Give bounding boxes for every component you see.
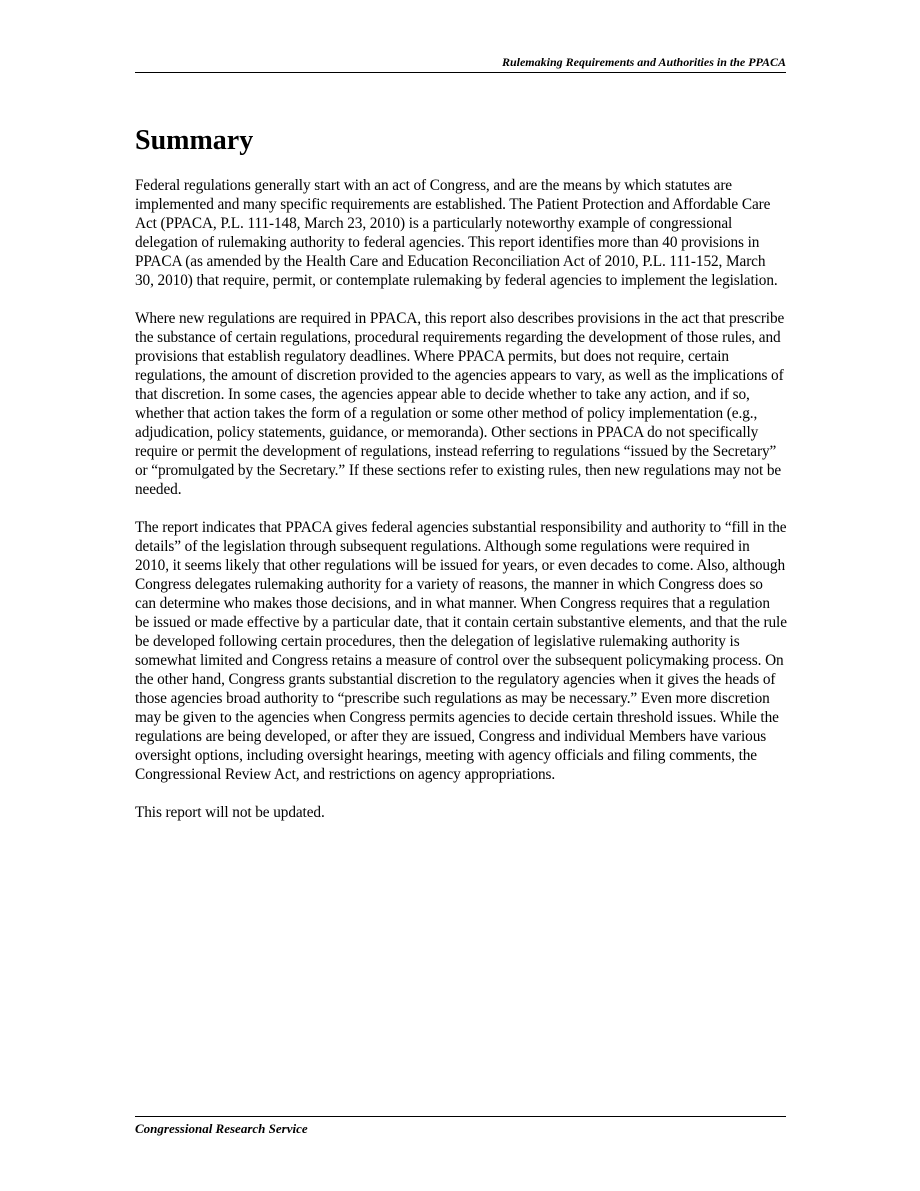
summary-body <box>135 176 787 841</box>
running-header-title: Rulemaking Requirements and Authorities in the PPACA <box>501 55 786 69</box>
summary-paragraph: Federal regulations generally start with an act of Congress, and are the means by which statutes are implemented and many specific requirements are established. The Patient Protection and Affordable Care Act (PPACA, P.L. 111-148, March 23, 2010) is a particularly noteworthy example of congressional delegation of rulemaking authority to federal agencies. This report identifies more than 40 provisions in PPACA (as amended by the Health Care and Education Reconciliation Act of 2010, P.L. 111-152, March 30, 2010) that require, permit, or contemplate rulemaking by federal agencies to implement the legislation. <box>135 177 778 289</box>
page-title: Summary <box>135 125 254 156</box>
running-header <box>135 55 786 73</box>
footer-publisher: Congressional Research Service <box>135 1121 308 1136</box>
summary-paragraph: This report will not be updated. <box>135 804 325 821</box>
summary-paragraph: The report indicates that PPACA gives federal agencies substantial responsibility and authority to “fill in the details” of the legislation through subsequent regulations. Although some regulations were required in 2010, it seems likely that other regulations will be issued for years, or even decades to come. Also, although Congress delegates rulemaking authority for a variety of reasons, the manner in which Congress does so can determine who makes those decisions, and in what manner. When Congress requires that a regulation be issued or made effective by a particular date, that it contain certain substantive elements, and that the rule be developed following certain procedures, then the delegation of legislative rulemaking authority is somewhat limited and Congress retains a measure of control over the subsequent policymaking process. On the other hand, Congress grants substantial discretion to the regulatory agencies when it gives the heads of those agencies broad authority to “prescribe such regulations as may be necessary.” Even more discretion may be given to the agencies when Congress permits agencies to decide certain threshold issues. While the regulations are being developed, or after they are issued, Congress and individual Members have various oversight options, including oversight hearings, meeting with agency officials and filing comments, the Congressional Review Act, and restrictions on agency appropriations. <box>135 519 787 783</box>
running-footer <box>135 1116 786 1137</box>
summary-paragraph: Where new regulations are required in PPACA, this report also describes provisions in the act that prescribe the substance of certain regulations, procedural requirements regarding the development of those rules, and provisions that establish regulatory deadlines. Where PPACA permits, but does not require, certain regulations, the amount of discretion provided to the agencies appears to vary, as well as the implications of that discretion. In some cases, the agencies appear able to decide whether to take any action, and if so, whether that action takes the form of a regulation or some other method of policy implementation (e.g., adjudication, policy statements, guidance, or memoranda). Other sections in PPACA do not specifically require or permit the development of regulations, instead referring to regulations “issued by the Secretary” or “promulgated by the Secretary.” If these sections refer to existing rules, then new regulations may not be needed. <box>135 310 785 498</box>
